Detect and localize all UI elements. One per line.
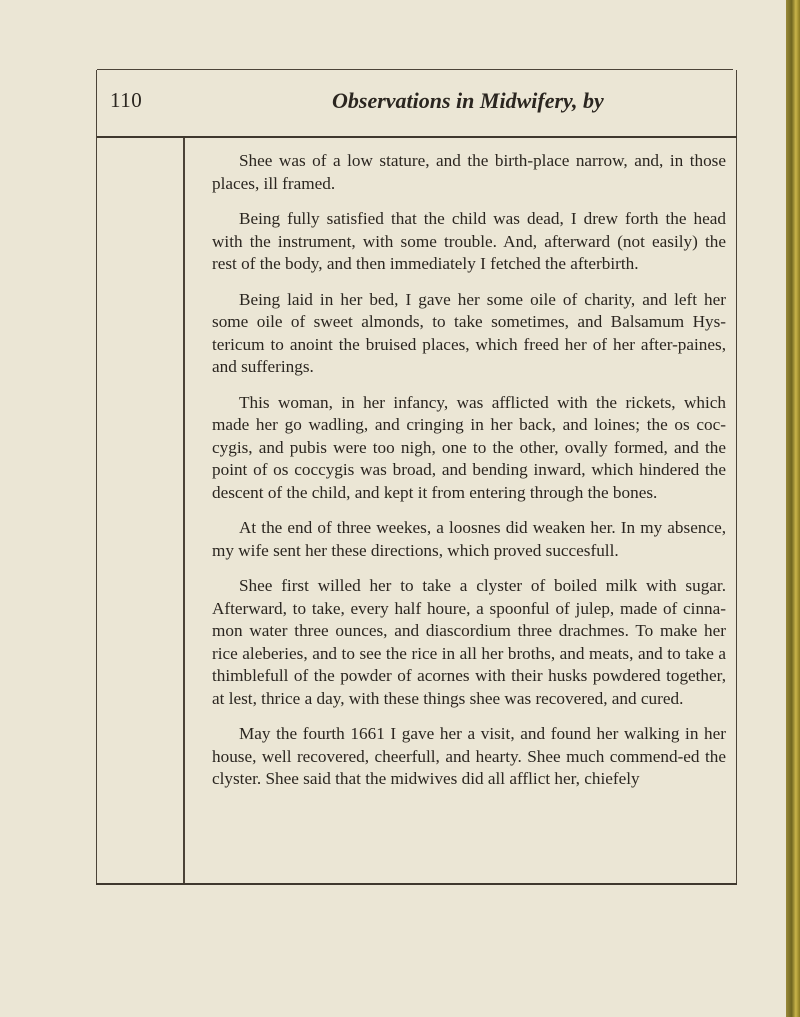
paragraph: May the fourth 1661 I gave her a visit, and found her walking in her house, well recovered, cheerfull, and hearty. Shee much commend-ed the clyster. Shee said that the midwives did all afflict her, chiefely [212,724,726,788]
margin-column-rule [183,138,185,884]
page-header [110,88,730,122]
paragraph: This woman, in her infancy, was afflicted with the rickets, which made her go wadling, and cringing in her back, and loines; the os coc-cygis, and pubis were too nigh, one to the other, ovally formed, and the point of os coccygis was broad, and bending inward, which hindered the descent of the child, and kept it from entering through the bones. [212,392,726,502]
right-frame-rule [736,70,737,884]
header-rule [97,136,737,138]
left-frame-rule [96,70,97,884]
body-text [212,150,726,791]
top-rule [97,69,733,70]
paragraph: Being fully satisfied that the child was dead, I drew forth the head with the instrument, with some trouble. And, afterward (not easily) the rest of the body, and then immediately I fetched the afterbirth. [212,209,726,273]
running-title: Observations in Midwifery, by [332,88,604,113]
bottom-rule [96,883,737,885]
paragraph: Shee was of a low stature, and the birth-place narrow, and, in those places, ill framed. [212,151,726,193]
paragraph: At the end of three weekes, a loosnes did weaken her. In my absence, my wife sent her these directions, which proved succesfull. [212,518,726,560]
paragraph: Being laid in her bed, I gave her some oile of charity, and left her some oile of sweet almonds, to take sometimes, and Balsamum Hys-tericum to anoint the bruised places, which freed her of her after-paines, and sufferings. [212,289,726,376]
paragraph: Shee first willed her to take a clyster of boiled milk with sugar. Afterward, to take, every half houre, a spoonful of julep, made of cinna-mon water three ounces, and diascordium three drachmes. To make her rice aleberies, and to see the rice in all her broths, and meats, and to take a thimblefull of the powder of acornes with their husks powdered together, at lest, thrice a day, with these things shee was recovered, and cured. [212,576,726,708]
book-spine-edge [786,0,800,1017]
page-number: 110 [110,88,143,112]
